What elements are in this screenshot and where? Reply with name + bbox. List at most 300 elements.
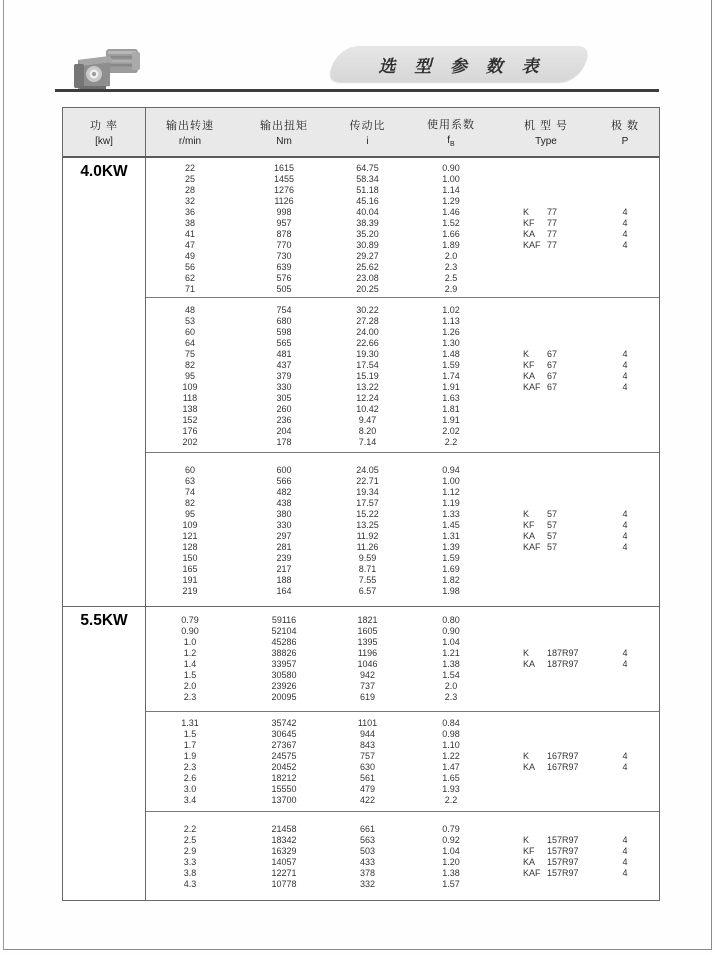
torque-value: 260 [276, 404, 292, 414]
service-factor-value: 1.47 [442, 762, 460, 772]
speed-value: 3.3 [183, 857, 197, 867]
ratio-value: 24.05 [356, 465, 379, 475]
torque-value: 45286 [271, 637, 297, 647]
torque-value: 1455 [273, 174, 295, 184]
poles-value [591, 338, 659, 349]
table-row [146, 751, 659, 762]
table-row [146, 637, 659, 648]
speed-value: 202 [182, 437, 198, 447]
service-factor-value: 1.89 [442, 240, 460, 250]
service-factor-value: 1.98 [442, 586, 460, 596]
table-row [146, 426, 659, 437]
type-value [501, 575, 591, 586]
type-value: KA 67 [523, 371, 558, 381]
type-value: K 67 [523, 349, 558, 359]
poles-value: 4 [622, 648, 628, 658]
service-factor-value: 1.66 [442, 229, 460, 239]
type-value [501, 784, 591, 795]
table-row [146, 718, 659, 729]
selection-table [62, 107, 660, 901]
table-row [146, 360, 659, 371]
speed-value: 1.31 [181, 718, 199, 728]
table-row [146, 795, 659, 806]
ratio-value: 422 [359, 795, 376, 805]
table-row [146, 564, 659, 575]
torque-value: 30645 [271, 729, 297, 739]
type-value: K 167R97 [523, 751, 579, 761]
ratio-value: 503 [359, 846, 376, 856]
speed-value: 2.3 [183, 692, 197, 702]
service-factor-value: 1.38 [442, 659, 460, 669]
ratio-value: 8.20 [358, 426, 377, 436]
table-row [146, 316, 659, 327]
poles-value: 4 [622, 857, 628, 867]
type-value [501, 879, 591, 890]
type-value: KF 57 [523, 520, 558, 530]
ratio-value: 13.22 [356, 382, 379, 392]
speed-value: 75 [184, 349, 195, 359]
poles-value: 4 [622, 218, 628, 228]
type-value [501, 476, 591, 487]
speed-value: 1.0 [183, 637, 197, 647]
table-row [146, 404, 659, 415]
speed-value: 138 [182, 404, 198, 414]
service-factor-value: 0.90 [442, 626, 460, 636]
table-row [146, 553, 659, 564]
type-value: KAF 57 [523, 542, 558, 552]
torque-value: 598 [276, 327, 292, 337]
service-factor-value: 0.98 [442, 729, 460, 739]
poles-value [591, 824, 659, 835]
service-factor-value: 1.38 [442, 868, 460, 878]
speed-value: 82 [184, 360, 195, 370]
table-row [146, 670, 659, 681]
ratio-value: 6.57 [358, 586, 377, 596]
torque-value: 10778 [271, 879, 297, 889]
speed-value: 152 [182, 415, 198, 425]
poles-value [591, 773, 659, 784]
service-factor-value: 1.30 [442, 338, 460, 348]
poles-value [591, 305, 659, 316]
service-factor-value: 1.45 [442, 520, 460, 530]
poles-value [591, 163, 659, 174]
ratio-value: 843 [359, 740, 376, 750]
speed-value: 2.3 [183, 762, 197, 772]
service-factor-value: 1.19 [442, 498, 460, 508]
poles-value: 4 [622, 751, 628, 761]
type-value [501, 718, 591, 729]
power-label: 5.5KW [63, 607, 146, 900]
service-factor-value: 1.59 [442, 553, 460, 563]
gearmotor-photo [66, 42, 144, 96]
speed-value: 2.2 [183, 824, 197, 834]
speed-value: 63 [184, 476, 195, 486]
speed-value: 1.9 [183, 751, 197, 761]
ratio-block [146, 158, 659, 298]
ratio-value: 23.08 [356, 273, 379, 283]
torque-value: 305 [276, 393, 292, 403]
service-factor-value: 2.0 [444, 251, 458, 261]
ratio-value: 58.34 [356, 174, 379, 184]
speed-value: 53 [184, 316, 195, 326]
table-row [146, 327, 659, 338]
ratio-value: 661 [359, 824, 376, 834]
type-value: K 57 [523, 509, 558, 519]
speed-value: 191 [182, 575, 198, 585]
torque-value: 481 [276, 349, 292, 359]
service-factor-value: 2.2 [444, 795, 458, 805]
speed-value: 165 [182, 564, 198, 574]
type-value [501, 174, 591, 185]
poles-value [591, 586, 659, 597]
service-factor-value: 2.9 [444, 284, 458, 294]
ratio-value: 12.24 [356, 393, 379, 403]
poles-value: 4 [622, 382, 628, 392]
col-header-service-factor: 使用系数 $f_B$ [427, 119, 475, 148]
torque-value: 730 [276, 251, 292, 261]
ratio-value: 30.89 [356, 240, 379, 250]
ratio-value: 1605 [357, 626, 378, 636]
page-title: 选 型 参 数 表 [378, 56, 546, 76]
type-value [501, 338, 591, 349]
service-factor-value: 2.02 [442, 426, 460, 436]
type-value [501, 670, 591, 681]
service-factor-value: 0.84 [442, 718, 460, 728]
col-header-power: 功 率 [kw] [63, 108, 146, 156]
service-factor-value: 1.00 [442, 174, 460, 184]
ratio-value: 17.54 [356, 360, 379, 370]
type-value: KA 57 [523, 531, 558, 541]
ratio-block [146, 453, 659, 606]
speed-value: 1.2 [183, 648, 197, 658]
torque-value: 15550 [271, 784, 297, 794]
ratio-value: 1395 [357, 637, 378, 647]
table-row [146, 773, 659, 784]
table-row [146, 520, 659, 531]
type-value [501, 316, 591, 327]
service-factor-value: 1.39 [442, 542, 460, 552]
type-value: KAF 67 [523, 382, 558, 392]
poles-value [591, 316, 659, 327]
ratio-value: 757 [359, 751, 376, 761]
speed-value: 1.7 [183, 740, 197, 750]
type-value [501, 426, 591, 437]
poles-value [591, 404, 659, 415]
torque-value: 33957 [271, 659, 297, 669]
col-header-ratio: 传动比 i [349, 120, 386, 147]
table-row [146, 846, 659, 857]
table-row [146, 740, 659, 751]
ratio-value: 22.71 [356, 476, 379, 486]
service-factor-value: 1.04 [442, 637, 460, 647]
torque-value: 204 [276, 426, 292, 436]
type-value [501, 740, 591, 751]
torque-value: 998 [276, 207, 292, 217]
ratio-value: 561 [359, 773, 376, 783]
type-value [501, 196, 591, 207]
ratio-value: 942 [359, 670, 376, 680]
torque-value: 18212 [271, 773, 297, 783]
speed-value: 3.4 [183, 795, 197, 805]
speed-value: 49 [184, 251, 195, 261]
speed-value: 109 [182, 520, 198, 530]
type-value [501, 586, 591, 597]
ratio-value: 15.22 [356, 509, 379, 519]
torque-value: 770 [276, 240, 292, 250]
poles-value [591, 729, 659, 740]
speed-value: 95 [184, 371, 195, 381]
service-factor-value: 1.82 [442, 575, 460, 585]
table-row [146, 229, 659, 240]
service-factor-value: 1.52 [442, 218, 460, 228]
ratio-value: 11.92 [356, 531, 379, 541]
poles-value [591, 185, 659, 196]
service-factor-value: 1.00 [442, 476, 460, 486]
ratio-value: 7.55 [358, 575, 377, 585]
poles-value: 4 [622, 520, 628, 530]
poles-value: 4 [622, 240, 628, 250]
poles-value: 4 [622, 835, 628, 845]
speed-value: 28 [184, 185, 195, 195]
type-value [501, 163, 591, 174]
ratio-value: 944 [359, 729, 376, 739]
table-row [146, 476, 659, 487]
type-value [501, 465, 591, 476]
service-factor-value: 2.0 [444, 681, 458, 691]
poles-value [591, 615, 659, 626]
type-value [501, 284, 591, 295]
speed-value: 95 [184, 509, 195, 519]
torque-value: 330 [276, 520, 292, 530]
torque-value: 1615 [273, 163, 295, 173]
type-value: KF 157R97 [523, 846, 579, 856]
service-factor-value: 0.94 [442, 465, 460, 475]
service-factor-value: 1.48 [442, 349, 460, 359]
ratio-block [146, 712, 659, 812]
poles-value: 4 [622, 846, 628, 856]
type-value: KAF 157R97 [523, 868, 579, 878]
ratio-value: 9.47 [358, 415, 377, 425]
poles-value [591, 498, 659, 509]
torque-value: 505 [276, 284, 292, 294]
table-row [146, 729, 659, 740]
type-value: KA 77 [523, 229, 558, 239]
torque-value: 27367 [271, 740, 297, 750]
torque-value: 281 [276, 542, 292, 552]
col-header-type: 机 型 号 Type [523, 120, 569, 147]
poles-value: 4 [622, 868, 628, 878]
table-row [146, 349, 659, 360]
service-factor-value: 1.02 [442, 305, 460, 315]
torque-value: 20452 [271, 762, 297, 772]
ratio-value: 13.25 [356, 520, 379, 530]
poles-value [591, 327, 659, 338]
ratio-value: 22.66 [356, 338, 379, 348]
torque-value: 565 [276, 338, 292, 348]
torque-value: 576 [276, 273, 292, 283]
speed-value: 3.8 [183, 868, 197, 878]
ratio-value: 35.20 [356, 229, 379, 239]
table-row [146, 305, 659, 316]
ratio-value: 19.34 [356, 487, 379, 497]
service-factor-value: 0.80 [442, 615, 460, 625]
type-value: KAF 77 [523, 240, 558, 250]
table-row [146, 615, 659, 626]
ratio-value: 38.39 [356, 218, 379, 228]
service-factor-value: 1.74 [442, 371, 460, 381]
speed-value: 2.5 [183, 835, 197, 845]
table-row [146, 487, 659, 498]
table-header [63, 108, 659, 158]
table-row [146, 575, 659, 586]
speed-value: 1.5 [183, 729, 197, 739]
torque-value: 297 [276, 531, 292, 541]
torque-value: 35742 [271, 718, 297, 728]
table-row [146, 240, 659, 251]
service-factor-value: 1.57 [442, 879, 460, 889]
page-title-badge [333, 46, 585, 82]
speed-value: 1.5 [183, 670, 197, 680]
service-factor-value: 1.33 [442, 509, 460, 519]
type-value [501, 404, 591, 415]
ratio-value: 17.57 [356, 498, 379, 508]
poles-value: 4 [622, 531, 628, 541]
torque-value: 164 [276, 586, 292, 596]
power-group [63, 158, 659, 607]
speed-value: 22 [184, 163, 195, 173]
poles-value: 4 [622, 349, 628, 359]
torque-value: 16329 [271, 846, 297, 856]
poles-value: 4 [622, 229, 628, 239]
table-row [146, 857, 659, 868]
col-header-torque: 输出扭矩 Nm [260, 120, 308, 147]
type-value [501, 498, 591, 509]
ratio-block [146, 607, 659, 712]
torque-value: 13700 [271, 795, 297, 805]
service-factor-value: 0.92 [442, 835, 460, 845]
speed-value: 3.0 [183, 784, 197, 794]
table-row [146, 196, 659, 207]
ratio-value: 378 [359, 868, 376, 878]
torque-value: 24575 [271, 751, 297, 761]
torque-value: 18342 [271, 835, 297, 845]
table-row [146, 586, 659, 597]
speed-value: 38 [184, 218, 195, 228]
ratio-value: 1101 [357, 718, 378, 728]
ratio-value: 51.18 [356, 185, 379, 195]
poles-value [591, 476, 659, 487]
table-row [146, 465, 659, 476]
table-row [146, 185, 659, 196]
type-value [501, 824, 591, 835]
speed-value: 48 [184, 305, 195, 315]
torque-value: 30580 [271, 670, 297, 680]
poles-value: 4 [622, 762, 628, 772]
service-factor-value: 1.93 [442, 784, 460, 794]
service-factor-value: 1.21 [442, 648, 460, 658]
ratio-value: 64.75 [356, 163, 379, 173]
torque-value: 438 [276, 498, 292, 508]
service-factor-value: 1.81 [442, 404, 460, 414]
torque-value: 59116 [271, 615, 297, 625]
ratio-value: 7.14 [358, 437, 377, 447]
type-value [501, 564, 591, 575]
speed-value: 2.6 [183, 773, 197, 783]
col-header-speed: 输出转速 r/min [166, 120, 214, 147]
poles-value [591, 262, 659, 273]
speed-value: 0.79 [181, 615, 199, 625]
table-row [146, 692, 659, 703]
service-factor-value: 1.04 [442, 846, 460, 856]
type-value: KA 187R97 [523, 659, 579, 669]
poles-value [591, 740, 659, 751]
poles-value: 4 [622, 509, 628, 519]
type-value [501, 615, 591, 626]
torque-value: 639 [276, 262, 292, 272]
ratio-value: 8.71 [358, 564, 377, 574]
type-value [501, 273, 591, 284]
speed-value: 219 [182, 586, 198, 596]
type-value [501, 305, 591, 316]
poles-value [591, 692, 659, 703]
service-factor-value: 1.12 [442, 487, 460, 497]
ratio-value: 25.62 [356, 262, 379, 272]
table-row [146, 879, 659, 890]
service-factor-value: 1.29 [442, 196, 460, 206]
service-factor-value: 1.63 [442, 393, 460, 403]
type-value: K 77 [523, 207, 558, 217]
table-row [146, 542, 659, 553]
speed-value: 150 [182, 553, 198, 563]
table-row [146, 835, 659, 846]
speed-value: 71 [184, 284, 195, 294]
ratio-value: 45.16 [356, 196, 379, 206]
torque-value: 52104 [271, 626, 297, 636]
poles-value [591, 681, 659, 692]
ratio-value: 11.26 [356, 542, 379, 552]
ratio-value: 1046 [357, 659, 378, 669]
speed-value: 109 [182, 382, 198, 392]
torque-value: 957 [276, 218, 292, 228]
ratio-value: 1821 [357, 615, 378, 625]
ratio-value: 332 [359, 879, 376, 889]
table-row [146, 498, 659, 509]
speed-value: 56 [184, 262, 195, 272]
speed-value: 47 [184, 240, 195, 250]
table-row [146, 262, 659, 273]
torque-value: 380 [276, 509, 292, 519]
speed-value: 2.0 [183, 681, 197, 691]
type-value [501, 262, 591, 273]
service-factor-value: 1.65 [442, 773, 460, 783]
type-value [501, 327, 591, 338]
ratio-value: 29.27 [356, 251, 379, 261]
poles-value [591, 670, 659, 681]
table-row [146, 868, 659, 879]
type-value: KA 157R97 [523, 857, 579, 867]
type-value: K 187R97 [523, 648, 579, 658]
table-row [146, 207, 659, 218]
torque-value: 20095 [271, 692, 297, 702]
type-value [501, 553, 591, 564]
type-value [501, 795, 591, 806]
type-value [501, 393, 591, 404]
torque-value: 878 [276, 229, 292, 239]
service-factor-value: 1.13 [442, 316, 460, 326]
type-value: K 157R97 [523, 835, 579, 845]
table-row [146, 273, 659, 284]
type-value [501, 773, 591, 784]
